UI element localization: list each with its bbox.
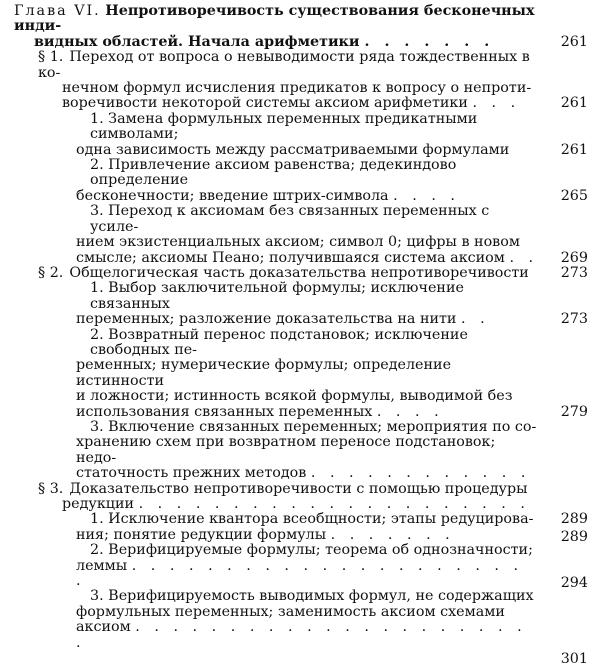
chapter-title-line-2: видных областей. Начала арифметики . . . . . . . (34, 33, 495, 50)
s3-sub3-line-3: аксиом (76, 619, 131, 636)
section-1-sub-3: 3. Переход к аксиомам без связанных переменных с усиле- нием экзистенциальных аксиом; символ 0; цифры в новом смысле; аксиомы Пеано; получившаяся система аксиом . . 269 (76, 203, 588, 266)
section-1: § 1. Переход от вопроса о невыводимости ряда тождественных в ко- нечном формул исчисления предикатов к вопросу о непроти- воречивости некоторой системы аксиом арифметики . . . 261 (38, 49, 588, 112)
s1-sub1-page: 261 (560, 141, 588, 158)
s3-sub1-line-2: ния; понятие редукции формулы (76, 526, 327, 543)
s3-sub3-line-1: 3. Верифицируемость выводимых формул, не содержащих (90, 588, 534, 605)
s2-sub2-line-3: и ложности; истинность всякой формулы, выводимой без (76, 388, 513, 405)
section-2-page: 273 (560, 264, 588, 281)
section-1-page: 261 (560, 95, 588, 112)
section-2-line-1: Общелогическая часть доказательства непротиворечивости (69, 264, 529, 281)
s1-sub3-page: 269 (560, 249, 588, 266)
s2-sub3-line-2: хранению схем при возвратном переносе подстановок; недо- (76, 434, 496, 466)
s2-sub2-page: 279 (560, 403, 588, 420)
s3-sub1-page: 289 (560, 510, 588, 527)
chapter-label: Глава VI. (14, 3, 101, 19)
section-3-sub-2: 2. Верифицируемые формулы; теорема об однозначности; леммы . . . . . . . . . . . . . . . . . . . . . . 294 (76, 542, 588, 592)
section-2-num: § 2. (38, 264, 64, 281)
s1-sub3-line-2: нием экзистенциальных аксиом; символ 0; цифры в новом (76, 234, 520, 251)
section-1-num: § 1. (38, 49, 64, 66)
s3-sub2-line-1: 2. Верифицируемые формулы; теорема об однозначности; (90, 542, 533, 559)
s2-sub2-line-1: 2. Возвратный перенос подстановок; исключение свободных пе- (90, 326, 468, 358)
s2-sub1-line-1: 1. Выбор заключительной формулы; исключение связанных (90, 280, 464, 312)
section-1-line-2: нечном формул исчисления предикатов к вопросу о непроти- (62, 80, 532, 97)
s1-sub1-line-1: 1. Замена формульных переменных предикатными символами; (90, 110, 478, 143)
s3-sub1-page-2: 289 (560, 528, 588, 545)
s2-sub1-line-2: переменных; разложение доказательства на нити (76, 311, 457, 328)
chapter-entry (14, 3, 588, 50)
chapter-page: 261 (560, 33, 588, 50)
section-3-sub-3: 3. Верифицируемость выводимых формул, не содержащих формульных переменных; заменимость аксиом схемами аксиом . . . . . . . . . . . . . . . . . . . . . . 301 (76, 588, 588, 667)
s1-sub3-line-3: смысле; аксиомы Пеано; получившаяся система аксиом (76, 249, 505, 266)
s3-sub3-line-2: формульных переменных; заменимость аксиом схемами (76, 603, 505, 620)
s1-sub3-line-1: 3. Переход к аксиомам без связанных переменных с усиле- (90, 203, 490, 235)
s2-sub3-line-1: 3. Включение связанных переменных; мероприятия по со- (90, 418, 537, 435)
section-2-sub-3: 3. Включение связанных переменных; мероприятия по со- хранению схем при возвратном переносе подстановок; недо- статочность прежних методов . . . . . . . . . . . . (14, 420, 540, 482)
section-2-sub-1: 1. Выбор заключительной формулы; исключение связанных переменных; разложение доказательства на нити . . 273 (76, 280, 588, 328)
section-3-sub-1: 1. Исключение квантора всеобщности; этапы редуцирова- ния; понятие редукции формулы . . . . . . . 289 289 (76, 510, 588, 545)
section-3-line-1: Доказательство непротиворечивости с помощью процедуры (69, 480, 528, 497)
section-1-line-3: воречивости некоторой системы аксиом арифметики (62, 95, 468, 112)
section-1-sub-1 (14, 110, 588, 158)
s2-sub2-line-4: использования связанных переменных (76, 403, 373, 420)
s2-sub3-line-3: статочность прежних методов (76, 465, 307, 482)
s1-sub2-line-2: бесконечности; введение штрих-символа (76, 187, 389, 204)
section-3: § 3. Доказательство непротиворечивости с помощью процедуры редукции . . . . . . . . . . . . . . . . . . . . . (38, 480, 530, 512)
s3-sub3-page: 301 (560, 650, 588, 667)
section-1-sub-2: 2. Привлечение аксиом равенства; дедекиндово определение бесконечности; введение штрих-символа . . . . 265 (76, 157, 588, 204)
section-1-line-1: Переход от вопроса о невыводимости ряда тождественных в ко- (38, 49, 530, 81)
section-2-sub-2: 2. Возвратный перенос подстановок; исключение свободных пе- ременных; нумерические формулы; определение истинности и ложности; истинность всякой формулы, выводимой без использования связанных переменных . . . . 279 (76, 326, 588, 420)
chapter-title-line-1: Непротиворечивость существования бесконечных инди- (14, 3, 535, 35)
s3-sub2-page: 294 (560, 575, 588, 592)
section-3-num: § 3. (38, 480, 64, 497)
section-3-line-2: редукции (62, 496, 135, 512)
s1-sub2-page: 265 (560, 187, 588, 204)
chapter-line-1 (14, 4, 540, 35)
s2-sub1-page: 273 (560, 311, 588, 328)
s2-sub2-line-2: ременных; нумерические формулы; определение истинности (76, 357, 452, 389)
section-2 (14, 264, 588, 281)
s3-sub2-line-2: леммы (76, 557, 128, 574)
s3-sub1-line-1: 1. Исключение квантора всеобщности; этапы редуцирова- (90, 511, 534, 528)
s1-sub2-line-1: 2. Привлечение аксиом равенства; дедекиндово определение (90, 157, 457, 189)
s1-sub1-line-2: одна зависимость между рассматриваемыми формулами (76, 141, 510, 158)
